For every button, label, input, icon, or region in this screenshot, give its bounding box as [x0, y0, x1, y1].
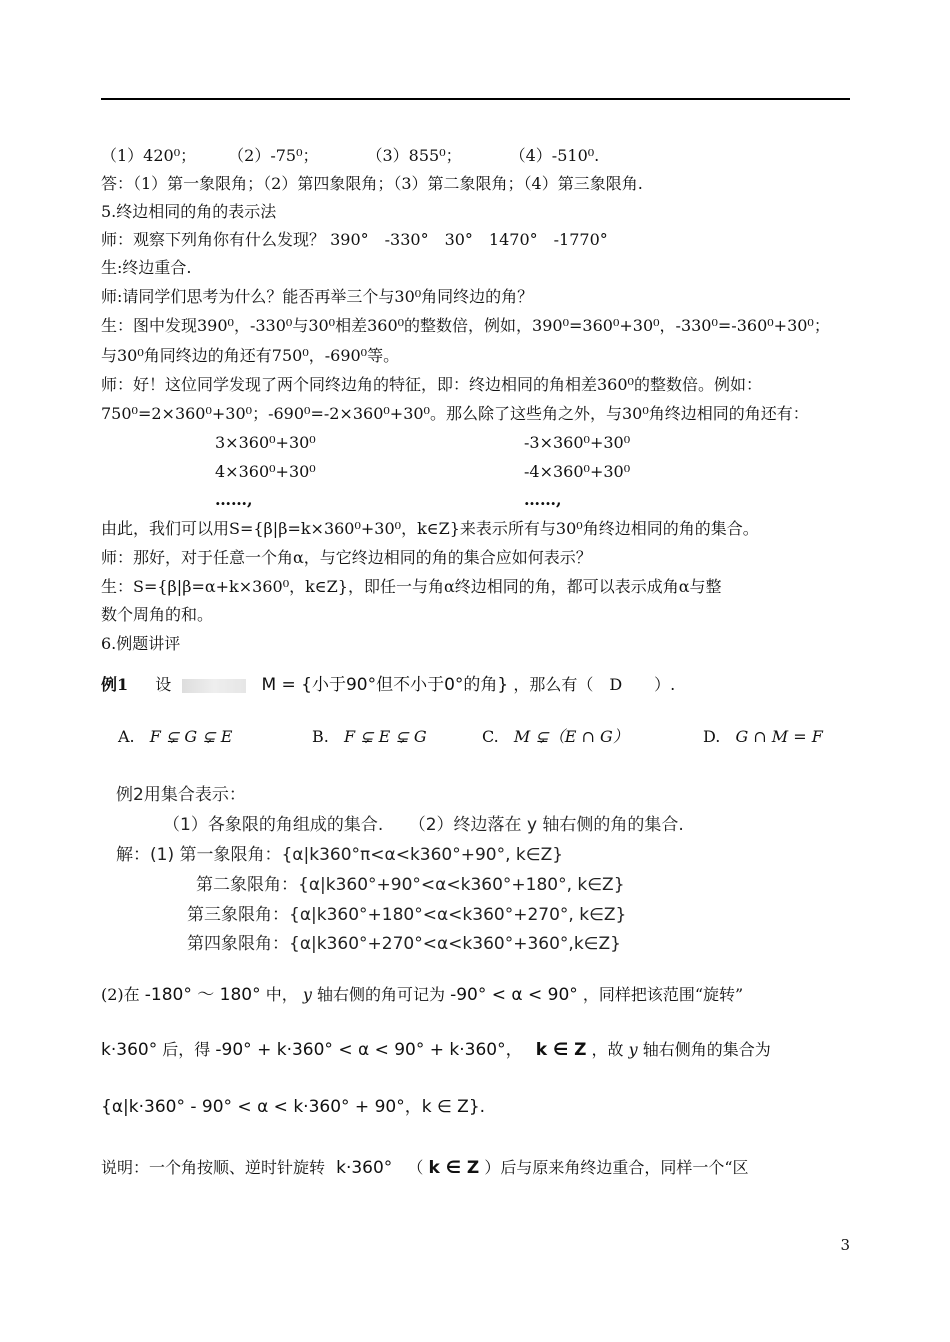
student-answer-2-cont: 数个周角的和。 [101, 605, 214, 624]
teacher-summary-cont: 750⁰=2×360⁰+30⁰；-690⁰=-2×360⁰+30⁰。那么除了这些角之外，与30⁰角终边相同的角还有： [101, 404, 809, 423]
section-heading-6: 6.例题讲评 [101, 634, 181, 653]
example-angle: 4×360⁰+30⁰ [215, 462, 316, 481]
part2-line1: (2)在 -180° ～ 180° 中， y 轴右侧的角可记为 -90° < α < 90° ，同样把该范围“旋转” [101, 985, 744, 1005]
example2-solution-4: 第四象限角：{α|k360°+270°<α<k360°+360°,k∈Z} [187, 934, 621, 954]
exercise-list: （1）420⁰； （2）-75⁰； （3）855⁰； （4）-510⁰. [101, 146, 600, 165]
option-c: C. M ⊊（E ∩ G） [482, 727, 629, 746]
m-definition: M = {小于90°但不小于0°的角} [261, 675, 509, 695]
example2-solution-3: 第三象限角：{α|k360°+180°<α<k360°+270°, k∈Z} [187, 905, 627, 925]
student-answer-cont: 与30⁰角同终边的角还有750⁰，-690⁰等。 [101, 346, 400, 365]
ellipsis: ……, [215, 490, 253, 509]
teacher-question-2: 师：那好，对于任意一个角α，与它终边相同的角的集合应如何表示？ [101, 548, 592, 567]
page-number: 3 [840, 1236, 850, 1254]
student-line: 生:终边重合. [101, 258, 192, 277]
example2-solution-1: 解：(1) 第一象限角：{α|k360°π<α<k360°+90°, k∈Z} [116, 845, 564, 865]
teacher-summary: 师：好！这位同学发现了两个同终边角的特征，即：终边相同的角相差360⁰的整数倍。例如： [101, 375, 762, 394]
example1-tail: ，那么有（ D ）. [513, 675, 676, 694]
option-a: A. F ⊊ G ⊊ E [118, 727, 233, 746]
example1-line [101, 675, 675, 695]
answer-line: 答：（1）第一象限角；（2）第四象限角；（3）第二象限角；（4）第三象限角. [101, 174, 643, 193]
option-d: D. G ∩ M = F [703, 727, 823, 746]
set-definition: 由此，我们可以用S={β|β=k×360⁰+30⁰，k∈Z}来表示所有与30⁰角终边相同的角的集合。 [101, 519, 759, 538]
option-b: B. F ⊊ E ⊊ G [312, 727, 427, 746]
example-angle: -4×360⁰+30⁰ [524, 462, 631, 481]
ellipsis: ……, [524, 490, 562, 509]
section-heading-5: 5.终边相同的角的表示法 [101, 202, 277, 221]
example1-set-word: 设 [155, 675, 172, 694]
part2-set: {α|k·360° - 90° < α < k·360° + 90°，k ∈ Z}. [101, 1097, 486, 1117]
header-rule [101, 98, 850, 100]
student-answer-2: 生：S={β|β=α+k×360⁰，k∈Z}，即任一与角α终边相同的角，都可以表示成角α与整 [101, 577, 722, 596]
blurred-formula [182, 679, 246, 693]
example2-question: （1）各象限的角组成的集合. （2）终边落在 y 轴右侧的角的集合. [163, 815, 684, 835]
example2-solution-2: 第二象限角：{α|k360°+90°<α<k360°+180°, k∈Z} [196, 875, 625, 895]
explanation-line: 说明：一个角按顺、逆时针旋转 k·360° （ k ∈ Z ）后与原来角终边重合，同样一个“区 [101, 1158, 749, 1178]
example-angle: -3×360⁰+30⁰ [524, 433, 631, 452]
example2-title: 例2用集合表示： [116, 785, 246, 805]
example-angle: 3×360⁰+30⁰ [215, 433, 316, 452]
teacher-question: 师:请同学们思考为什么？能否再举三个与30⁰角同终边的角？ [101, 287, 534, 306]
example1-label: 例1 [101, 675, 129, 694]
student-answer: 生：图中发现390⁰，-330⁰与30⁰相差360⁰的整数倍，例如，390⁰=360⁰+30⁰，-330⁰=-360⁰+30⁰； [101, 316, 830, 335]
part2-line2: k·360° 后，得 -90° + k·360° < α < 90° + k·360°， k ∈ Z ，故 y 轴右侧角的集合为 [101, 1040, 771, 1060]
teacher-line: 师：观察下列角你有什么发现？ 390° -330° 30° 1470° -1770° [101, 230, 608, 249]
